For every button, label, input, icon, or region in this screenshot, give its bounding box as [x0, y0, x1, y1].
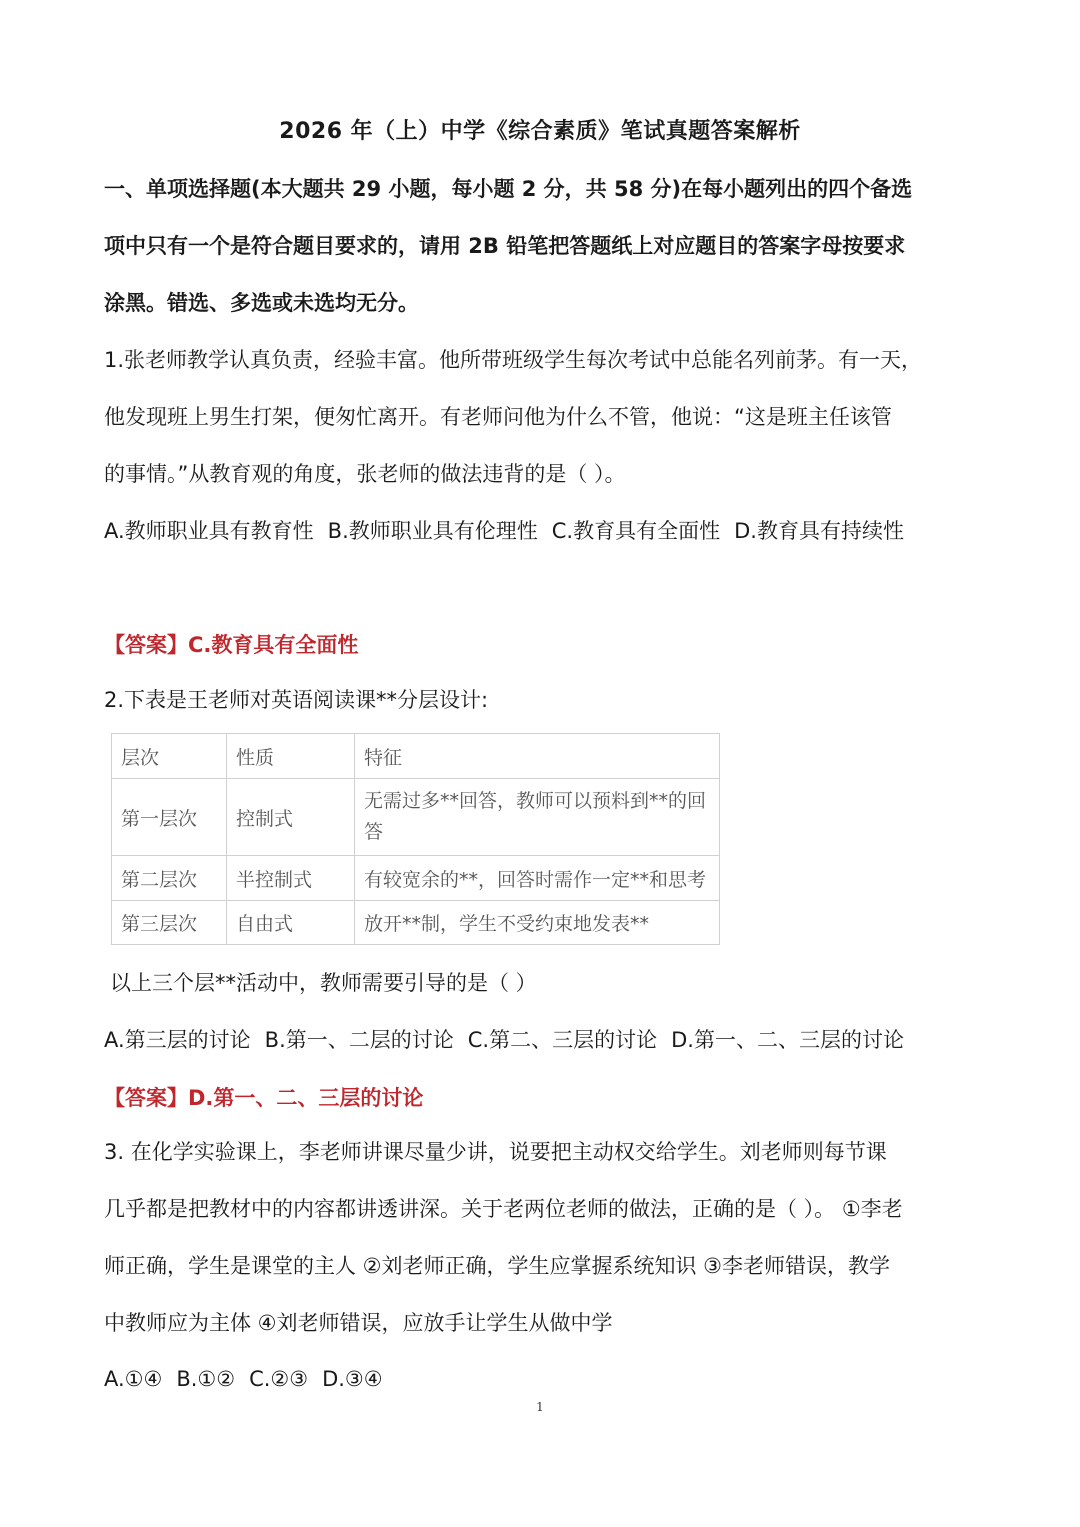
option-a: A.教师职业具有教育性: [104, 519, 314, 543]
option-d: D.教育具有持续性: [734, 519, 904, 543]
layer-design-table: [111, 733, 720, 945]
table-header-cell: 性质: [227, 734, 355, 779]
table-cell-line: 答: [364, 821, 384, 843]
question-line: 中教师应为主体 ④刘老师错误，应放手让学生从做中学: [104, 1311, 613, 1335]
table-cell-line: 无需过多**回答，教师可以预料到**的回: [364, 790, 707, 812]
option-d: D.③④: [322, 1367, 383, 1391]
question-line: 他发现班上男生打架，便匆忙离开。有老师问他为什么不管，他说：“这是班主任该管: [104, 405, 892, 429]
question-1-answer: 【答案】C.教育具有全面性: [104, 633, 359, 657]
table-cell: 控制式: [227, 779, 355, 856]
question-line: 以上三个层**活动中，教师需要引导的是（ ）: [110, 971, 537, 995]
table-cell: 放开**制，学生不受约束地发表**: [355, 901, 720, 945]
page-number: 1: [536, 1400, 544, 1414]
table-cell: 第二层次: [112, 856, 227, 901]
question-2-answer: 【答案】D.第一、二、三层的讨论: [104, 1086, 424, 1110]
option-d: D.第一、二、三层的讨论: [671, 1028, 904, 1052]
question-1-stem: [104, 332, 984, 503]
option-b: B.教师职业具有伦理性: [327, 519, 538, 543]
section-heading-line: 涂黑。错选、多选或未选均无分。: [104, 291, 419, 315]
table-cell: 第三层次: [112, 901, 227, 945]
option-c: C.②③: [249, 1367, 309, 1391]
table-row: [112, 779, 720, 856]
section-heading: [104, 161, 984, 332]
section-heading-line: 一、单项选择题(本大题共 29 小题，每小题 2 分，共 58 分)在每小题列出的四个备选: [104, 177, 913, 201]
question-line: 的事情。”从教育观的角度，张老师的做法违背的是（ ）。: [104, 462, 626, 486]
question-1-options: [104, 503, 984, 560]
question-3-stem: [104, 1124, 984, 1352]
table-cell: 自由式: [227, 901, 355, 945]
option-b: B.第一、二层的讨论: [264, 1028, 454, 1052]
section-heading-line: 项中只有一个是符合题目要求的，请用 2B 铅笔把答题纸上对应题目的答案字母按要求: [104, 234, 906, 258]
option-b: B.①②: [176, 1367, 236, 1391]
document-title: 2026 年（上）中学《综合素质》笔试真题答案解析: [279, 119, 801, 144]
table-cell: 有较宽余的**，回答时需作一定**和思考: [355, 856, 720, 901]
option-a: A.①④: [104, 1367, 163, 1391]
option-c: C.第二、三层的讨论: [467, 1028, 658, 1052]
question-line: 3. 在化学实验课上，李老师讲课尽量少讲，说要把主动权交给学生。刘老师则每节课: [104, 1140, 887, 1164]
table-cell: [355, 779, 720, 856]
option-c: C.教育具有全面性: [551, 519, 721, 543]
table-row: [112, 901, 720, 945]
option-a: A.第三层的讨论: [104, 1028, 251, 1052]
table-header-row: [112, 734, 720, 779]
question-line: 几乎都是把教材中的内容都讲透讲深。关于老两位老师的做法，正确的是（ ）。 ①李老: [104, 1197, 903, 1221]
table-cell: 第一层次: [112, 779, 227, 856]
table-header-cell: 层次: [112, 734, 227, 779]
table-header-cell: 特征: [355, 734, 720, 779]
table-row: [112, 856, 720, 901]
question-line: 2.下表是王老师对英语阅读课**分层设计:: [104, 688, 489, 712]
question-line: 师正确，学生是课堂的主人 ②刘老师正确，学生应掌握系统知识 ③李老师错误，教学: [104, 1254, 890, 1278]
question-line: 1.张老师教学认真负责，经验丰富。他所带班级学生每次考试中总能名列前茅。有一天，: [104, 348, 923, 372]
question-2-follow-up: [110, 955, 990, 1012]
table-cell: 半控制式: [227, 856, 355, 901]
question-2-stem: [104, 672, 984, 729]
question-2-options: [104, 1012, 984, 1069]
